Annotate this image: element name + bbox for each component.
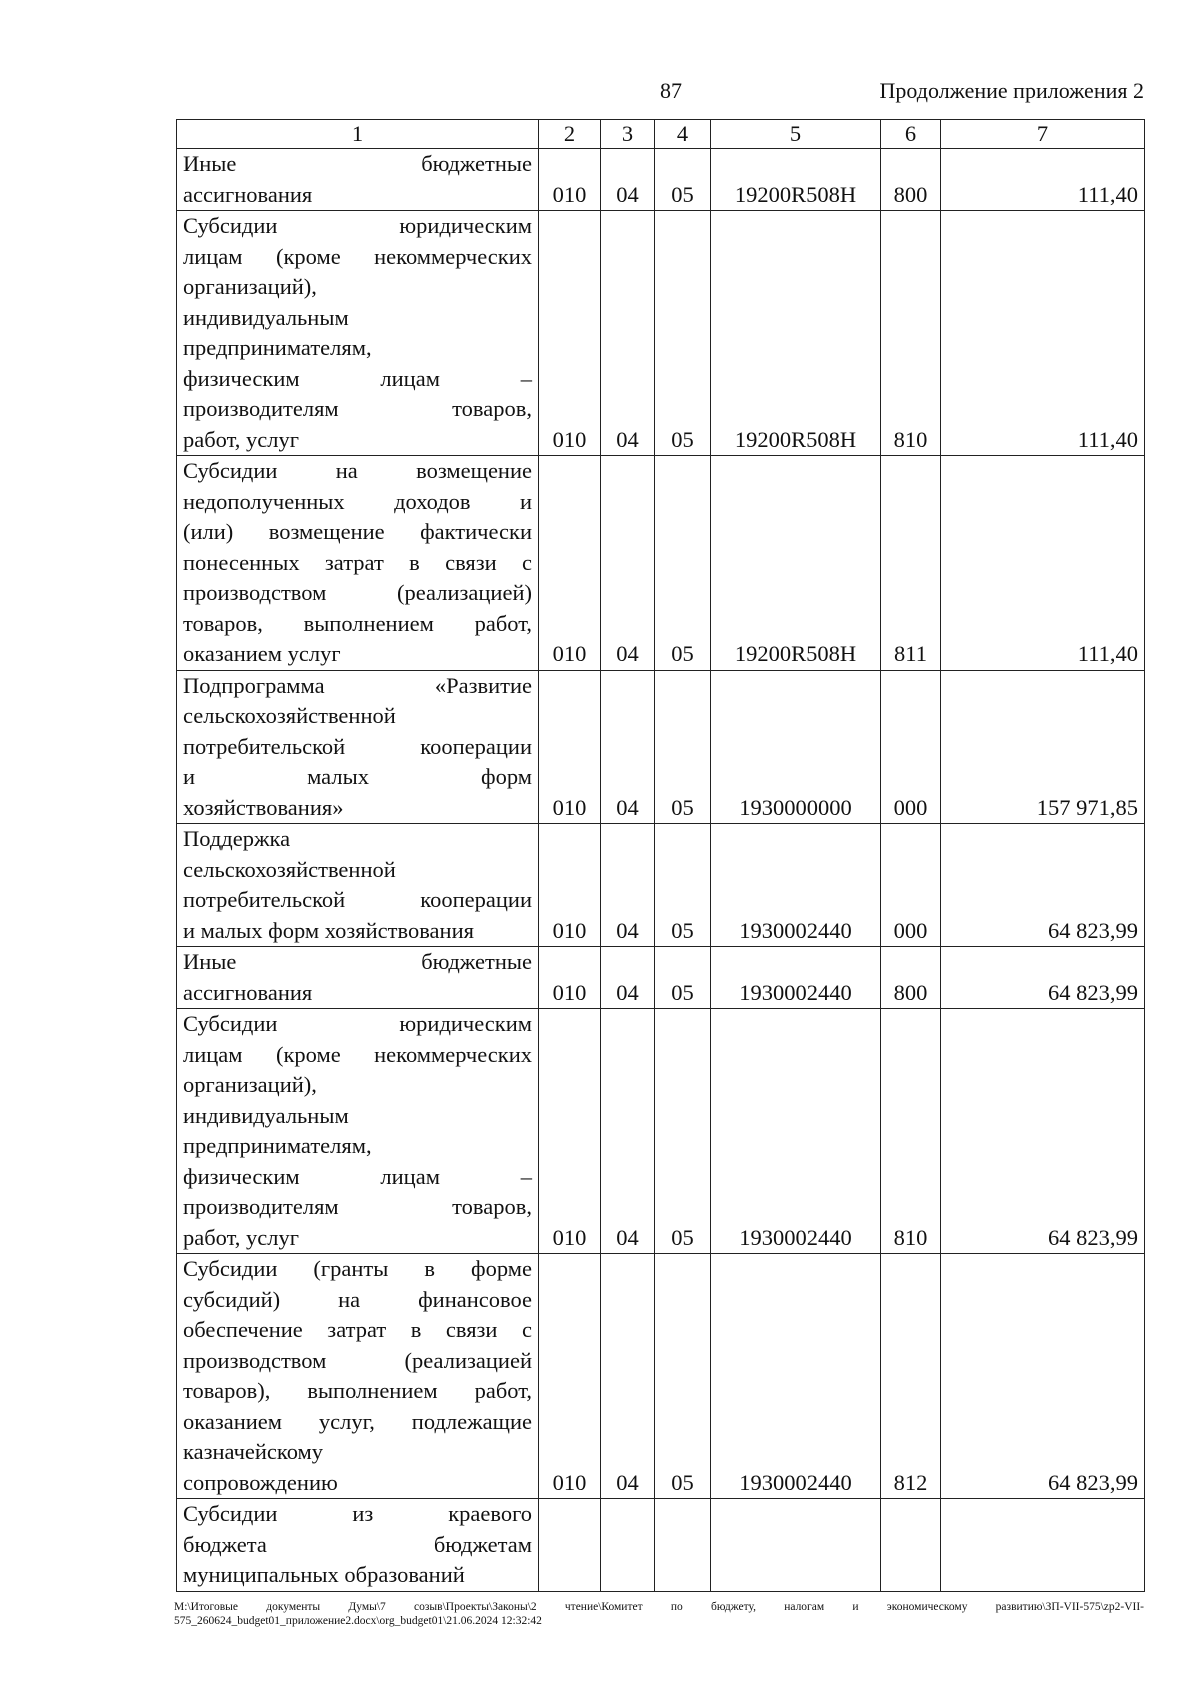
- row-name-cell: [177, 670, 539, 824]
- row-name-line: лицам (кроме некоммерческих: [183, 1041, 532, 1067]
- code-cell: 1930000000: [711, 670, 881, 824]
- code-cell: 010: [539, 824, 601, 947]
- code-cell: 1930002440: [711, 1009, 881, 1254]
- row-name-line: Субсидии на возмещение: [183, 458, 532, 483]
- file-path-footer: М:\Итоговые документы Думы\7 созыв\Проекты\Законы\2 чтение\Комитет по бюджету, налогам и экономическому развитию\ЗП-VII-575\zp2-VII-575_260624_budget01_приложение2.docx\org_budget01\21.06.2024 12:32:42: [174, 1601, 1144, 1627]
- row-name-line: производителям товаров,: [183, 1194, 532, 1219]
- table-row: [177, 456, 1145, 671]
- column-header: 4: [655, 120, 711, 149]
- row-name-line: товаров), выполнением работ,: [183, 1378, 532, 1403]
- table-row: [177, 670, 1145, 824]
- amount-cell: 157 971,85: [941, 670, 1145, 824]
- row-name-line: казначейскому: [183, 1439, 324, 1464]
- row-name-line: Подпрограмма «Развитие: [183, 672, 532, 698]
- code-cell: 04: [601, 456, 655, 671]
- code-cell: 04: [601, 670, 655, 824]
- amount-cell: 111,40: [941, 456, 1145, 671]
- code-cell: 05: [655, 824, 711, 947]
- row-name-line: оказанием услуг: [183, 641, 341, 666]
- code-cell: 010: [539, 1009, 601, 1254]
- row-name-cell: [177, 456, 539, 671]
- code-cell: 1930002440: [711, 947, 881, 1009]
- row-name-line: бюджета бюджетам: [183, 1531, 532, 1557]
- row-name-line: производством (реализацией: [183, 1347, 532, 1373]
- code-cell: 010: [539, 149, 601, 211]
- code-cell: 05: [655, 211, 711, 456]
- row-name-line: работ, услуг: [183, 1224, 299, 1250]
- row-name-line: Субсидии (гранты в форме: [183, 1256, 532, 1281]
- amount-cell: [941, 1499, 1145, 1592]
- amount-cell: 111,40: [941, 211, 1145, 456]
- code-cell: [711, 1499, 881, 1592]
- row-name-line: оказанием услуг, подлежащие: [183, 1408, 532, 1434]
- row-name-line: организаций),: [183, 1072, 317, 1097]
- code-cell: 1930002440: [711, 1254, 881, 1499]
- row-name-line: лицам (кроме некоммерческих: [183, 243, 532, 269]
- row-name-line: и малых форм: [183, 764, 532, 789]
- row-name-line: физическим лицам –: [183, 365, 532, 391]
- row-name-cell: [177, 1009, 539, 1254]
- row-name-line: понесенных затрат в связи с: [183, 549, 532, 575]
- row-name-cell: [177, 824, 539, 947]
- table-row: [177, 211, 1145, 456]
- column-header: 2: [539, 120, 601, 149]
- code-cell: 05: [655, 947, 711, 1009]
- table-row: [177, 1009, 1145, 1254]
- row-name-line: потребительской кооперации: [183, 887, 532, 912]
- code-cell: 1930002440: [711, 824, 881, 947]
- row-name-cell: [177, 947, 539, 1009]
- code-cell: 05: [655, 1254, 711, 1499]
- code-cell: 811: [881, 456, 941, 671]
- column-header: 5: [711, 120, 881, 149]
- row-name-line: Иные бюджетные: [183, 151, 532, 176]
- row-name-line: ассигнования: [183, 979, 313, 1005]
- row-name-line: предпринимателям,: [183, 335, 372, 360]
- row-name-line: организаций),: [183, 274, 317, 299]
- continuation-label: Продолжение приложения 2: [879, 78, 1144, 103]
- row-name-line: субсидий) на финансовое: [183, 1286, 532, 1312]
- amount-cell: 64 823,99: [941, 947, 1145, 1009]
- row-name-line: сопровождению: [183, 1469, 338, 1495]
- row-name-line: предпринимателям,: [183, 1133, 372, 1158]
- code-cell: [881, 1499, 941, 1592]
- column-header: 3: [601, 120, 655, 149]
- row-name-line: Субсидии юридическим: [183, 213, 532, 238]
- row-name-line: муниципальных образований: [183, 1562, 465, 1587]
- row-name-line: недополученных доходов и: [183, 488, 532, 514]
- row-name-line: сельскохозяйственной: [183, 856, 396, 882]
- row-name-cell: [177, 211, 539, 456]
- code-cell: 810: [881, 1009, 941, 1254]
- table-row: [177, 149, 1145, 211]
- code-cell: 19200R508H: [711, 149, 881, 211]
- code-cell: 010: [539, 456, 601, 671]
- row-name-cell: [177, 149, 539, 211]
- table-row: [177, 824, 1145, 947]
- row-name-cell: [177, 1254, 539, 1499]
- row-name-line: Поддержка: [183, 826, 291, 851]
- code-cell: 04: [601, 824, 655, 947]
- page-number: 87: [660, 78, 682, 103]
- table-row: [177, 947, 1145, 1009]
- amount-cell: 64 823,99: [941, 1009, 1145, 1254]
- code-cell: 800: [881, 149, 941, 211]
- row-name-line: индивидуальным: [183, 304, 349, 330]
- code-cell: 05: [655, 149, 711, 211]
- row-name-line: товаров, выполнением работ,: [183, 610, 532, 636]
- table-row: [177, 1254, 1145, 1499]
- budget-table: [176, 119, 1145, 1592]
- code-cell: 19200R508H: [711, 456, 881, 671]
- code-cell: 19200R508H: [711, 211, 881, 456]
- amount-cell: 111,40: [941, 149, 1145, 211]
- table-row: [177, 1499, 1145, 1592]
- code-cell: 800: [881, 947, 941, 1009]
- column-header: 1: [177, 120, 539, 149]
- code-cell: 010: [539, 211, 601, 456]
- row-name-line: Субсидии юридическим: [183, 1011, 532, 1036]
- code-cell: 010: [539, 670, 601, 824]
- row-name-line: физическим лицам –: [183, 1163, 532, 1189]
- code-cell: [539, 1499, 601, 1592]
- code-cell: 010: [539, 1254, 601, 1499]
- code-cell: 810: [881, 211, 941, 456]
- code-cell: [601, 1499, 655, 1592]
- row-name-line: (или) возмещение фактически: [183, 519, 532, 544]
- amount-cell: 64 823,99: [941, 824, 1145, 947]
- code-cell: [655, 1499, 711, 1592]
- code-cell: 000: [881, 824, 941, 947]
- row-name-cell: [177, 1499, 539, 1592]
- amount-cell: 64 823,99: [941, 1254, 1145, 1499]
- row-name-line: индивидуальным: [183, 1102, 349, 1128]
- code-cell: 000: [881, 670, 941, 824]
- code-cell: 812: [881, 1254, 941, 1499]
- code-cell: 04: [601, 1254, 655, 1499]
- row-name-line: сельскохозяйственной: [183, 703, 396, 728]
- code-cell: 04: [601, 149, 655, 211]
- row-name-line: Субсидии из краевого: [183, 1501, 532, 1526]
- column-header: 6: [881, 120, 941, 149]
- row-name-line: потребительской кооперации: [183, 733, 532, 759]
- code-cell: 04: [601, 1009, 655, 1254]
- code-cell: 05: [655, 1009, 711, 1254]
- row-name-line: и малых форм хозяйствования: [183, 917, 474, 943]
- row-name-line: хозяйствования»: [183, 794, 344, 820]
- column-header: 7: [941, 120, 1145, 149]
- table-header-row: [177, 120, 1145, 149]
- row-name-line: ассигнования: [183, 181, 313, 207]
- row-name-line: производством (реализацией): [183, 580, 532, 605]
- code-cell: 05: [655, 456, 711, 671]
- code-cell: 05: [655, 670, 711, 824]
- row-name-line: обеспечение затрат в связи с: [183, 1317, 532, 1342]
- row-name-line: производителям товаров,: [183, 396, 532, 421]
- code-cell: 04: [601, 947, 655, 1009]
- row-name-line: Иные бюджетные: [183, 949, 532, 974]
- code-cell: 04: [601, 211, 655, 456]
- row-name-line: работ, услуг: [183, 426, 299, 452]
- code-cell: 010: [539, 947, 601, 1009]
